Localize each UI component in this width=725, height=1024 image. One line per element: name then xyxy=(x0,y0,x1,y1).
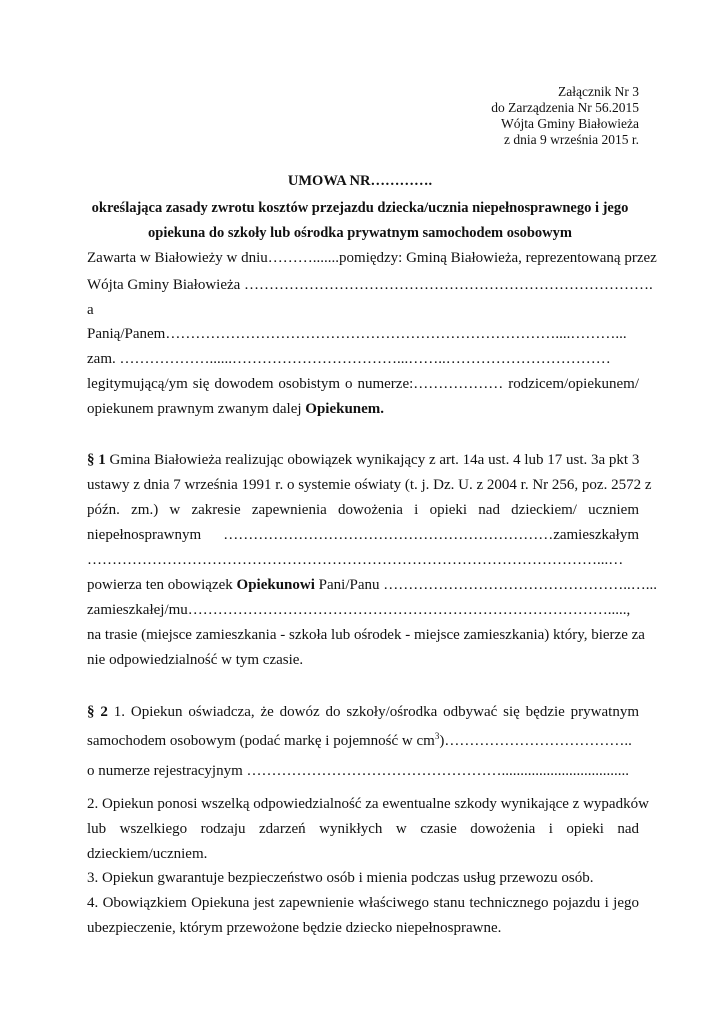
intro-line-7-text: opiekunem prawnym zwanym dalej xyxy=(87,401,306,417)
opiekunowi-term: Opiekunowi xyxy=(236,577,315,593)
intro-line-4: Panią/Panem……………………………………………………………………....………... xyxy=(87,326,627,342)
p2-item-3: 3. Opiekun gwarantuje bezpieczeństwo osób i mienia podczas usług przewozu osób. xyxy=(87,870,594,886)
paragraph-2-sign: § 2 xyxy=(87,704,108,720)
p1-line-4 xyxy=(87,526,639,544)
opiekun-term: Opiekunem. xyxy=(305,401,385,417)
contract-subtitle-1: określająca zasady zwrotu kosztów przejazdu dziecka/ucznia niepełnosprawnego i jego xyxy=(91,200,629,216)
p1-line-2: ustawy z dnia 7 września 1991 r. o systemie oświaty (t. j. Dz. U. z 2004 r. Nr 256, poz. 2572 z xyxy=(87,477,652,493)
p1-line-9: nie odpowiedzialność w tym czasie. xyxy=(87,652,304,668)
intro-line-2: Wójta Gminy Białowieża ………………………………………………………………………. xyxy=(87,277,653,293)
p2-item-2-line-1: 2. Opiekun ponosi wszelką odpowiedzialność za ewentualne szkody wynikające z wypadków xyxy=(87,796,649,812)
p1-line-4b: …………………………………………………………zamieszkałym xyxy=(223,527,639,543)
p1-line-7: zamieszkałej/mu…………………………………………………………………………....., xyxy=(87,602,631,618)
p2-line-1 xyxy=(87,703,639,721)
p1-line-6a: powierza ten obowiązek xyxy=(87,577,237,593)
p1-line-3: późn. zm.) w zakresie zapewnienia dowożenia i opieki nad dzieckiem/ uczniem xyxy=(87,502,639,518)
p1-line-8: na trasie (miejsce zamieszkania - szkoła lub ośrodek - miejsce zamieszkania) który, bierze za xyxy=(87,627,645,643)
intro-line-7 xyxy=(87,400,639,418)
intro-line-5: zam. ………………......……………………………...……..…………………………… xyxy=(87,351,611,367)
p2-line-2b: )……………………………….. xyxy=(439,733,632,749)
annex-line-3: Wójta Gminy Białowieża xyxy=(501,116,639,131)
p1-line-4a: niepełnosprawnym xyxy=(87,527,202,543)
intro-line-3: a xyxy=(87,302,94,318)
p2-line-2a: samochodem osobowym (podać markę i pojemność w cm xyxy=(87,733,435,749)
p2-item-4-line-2: ubezpieczenie, którym przewożone będzie dziecko niepełnosprawne. xyxy=(87,920,502,936)
paragraph-1-sign: § 1 xyxy=(87,452,106,468)
annex-line-4: z dnia 9 września 2015 r. xyxy=(504,132,639,147)
p1-line-5: …………………………………………………………………………………………...… xyxy=(87,552,624,568)
p2-item-2-line-3: dzieckiem/uczniem. xyxy=(87,846,208,862)
annex-line-2: do Zarządzenia Nr 56.2015 xyxy=(491,100,639,115)
annex-header xyxy=(379,84,639,148)
p2-line-3: o numerze rejestracyjnym …………………………………………….................................. xyxy=(87,763,630,779)
p2-line-1-text: 1. Opiekun oświadcza, że dowóz do szkoły/ośrodka odbywać się będzie prywatnym xyxy=(107,704,639,720)
p2-line-2 xyxy=(87,732,639,750)
p1-line-1-text: Gmina Białowieża realizując obowiązek wynikający z art. 14a ust. 4 lub 17 ust. 3a pkt 3 xyxy=(105,452,640,468)
p2-item-4-line-1: 4. Obowiązkiem Opiekuna jest zapewnienie właściwego stanu technicznego pojazdu i jego xyxy=(87,895,639,911)
contract-subtitle-2: opiekuna do szkoły lub ośrodka prywatnym samochodem osobowym xyxy=(148,225,572,241)
intro-line-1: Zawarta w Białowieży w dniu……….......pomiędzy: Gminą Białowieża, reprezentowaną przez xyxy=(87,250,657,266)
intro-line-6: legitymującą/ym się dowodem osobistym o numerze:……………… rodzicem/opiekunem/ xyxy=(87,376,639,392)
p1-line-1 xyxy=(87,451,639,469)
p2-item-2-line-2: lub wszelkiego rodzaju zdarzeń wynikłych w czasie dowożenia i opieki nad xyxy=(87,821,639,837)
annex-line-1: Załącznik Nr 3 xyxy=(558,84,639,99)
contract-title: UMOWA NR…………. xyxy=(287,173,433,189)
cm3-superscript: 3 xyxy=(434,731,440,741)
p1-line-6 xyxy=(87,576,657,594)
p1-line-6c: Pani/Panu …………………………………………..…... xyxy=(314,577,657,593)
